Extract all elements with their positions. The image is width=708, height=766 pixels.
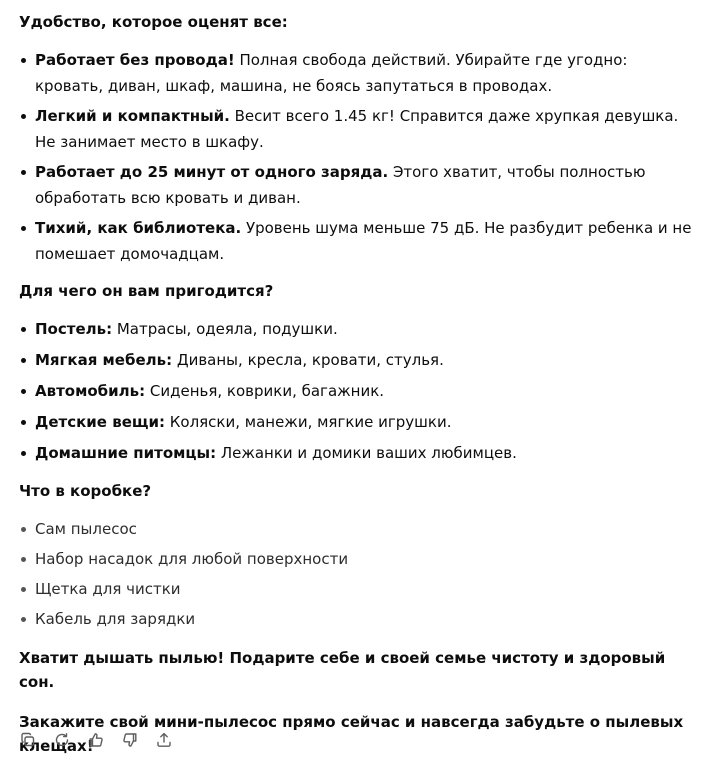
share-icon[interactable] <box>155 731 173 749</box>
copy-icon[interactable] <box>19 731 37 749</box>
list-item: Сам пылесос <box>19 516 699 542</box>
closing-line-2: Закажите свой мини-пылесос прямо сейчас и навсегда забудьте о пылевых клещах! <box>19 713 684 755</box>
list-item: Мягкая мебель: Диваны, кресла, кровати, стулья. <box>19 347 699 373</box>
list-item: Автомобиль: Сиденья, коврики, багажник. <box>19 378 699 404</box>
list-item: Кабель для зарядки <box>19 606 699 632</box>
list-item: Детские вещи: Коляски, манежи, мягкие игрушки. <box>19 409 699 435</box>
closing-line-1: Хватит дышать пылью! Подарите себе и своей семье чистоту и здоровый сон. <box>19 649 666 691</box>
thumbs-up-icon[interactable] <box>87 731 105 749</box>
list-item: Щетка для чистки <box>19 576 699 602</box>
list-item: Тихий, как библиотека. Уровень шума меньше 75 дБ. Не разбудит ребенка и не помешает домочадцам. <box>19 215 699 267</box>
uses-heading: Для чего он вам пригодится? <box>19 282 274 300</box>
intro-heading: Удобство, которое оценят все: <box>19 13 288 31</box>
list-item: Домашние питомцы: Лежанки и домики ваших любимцев. <box>19 440 699 466</box>
list-item: Работает без провода! Полная свобода действий. Убирайте где угодно: кровать, диван, шкаф, машина, не боясь запутаться в проводах. <box>19 47 699 99</box>
uses-list <box>19 316 699 466</box>
box-heading: Что в коробке? <box>19 482 152 500</box>
list-item: Набор насадок для любой поверхности <box>19 546 699 572</box>
features-list <box>19 47 699 267</box>
regenerate-icon[interactable] <box>53 731 71 749</box>
box-list <box>19 516 699 632</box>
list-item: Постель: Матрасы, одеяла, подушки. <box>19 316 699 342</box>
message-actions-toolbar <box>19 731 173 749</box>
list-item: Работает до 25 минут от одного заряда. Этого хватит, чтобы полностью обработать всю кровать и диван. <box>19 159 699 211</box>
thumbs-down-icon[interactable] <box>121 731 139 749</box>
list-item: Легкий и компактный. Весит всего 1.45 кг! Справится даже хрупкая девушка. Не занимает место в шкафу. <box>19 103 699 155</box>
